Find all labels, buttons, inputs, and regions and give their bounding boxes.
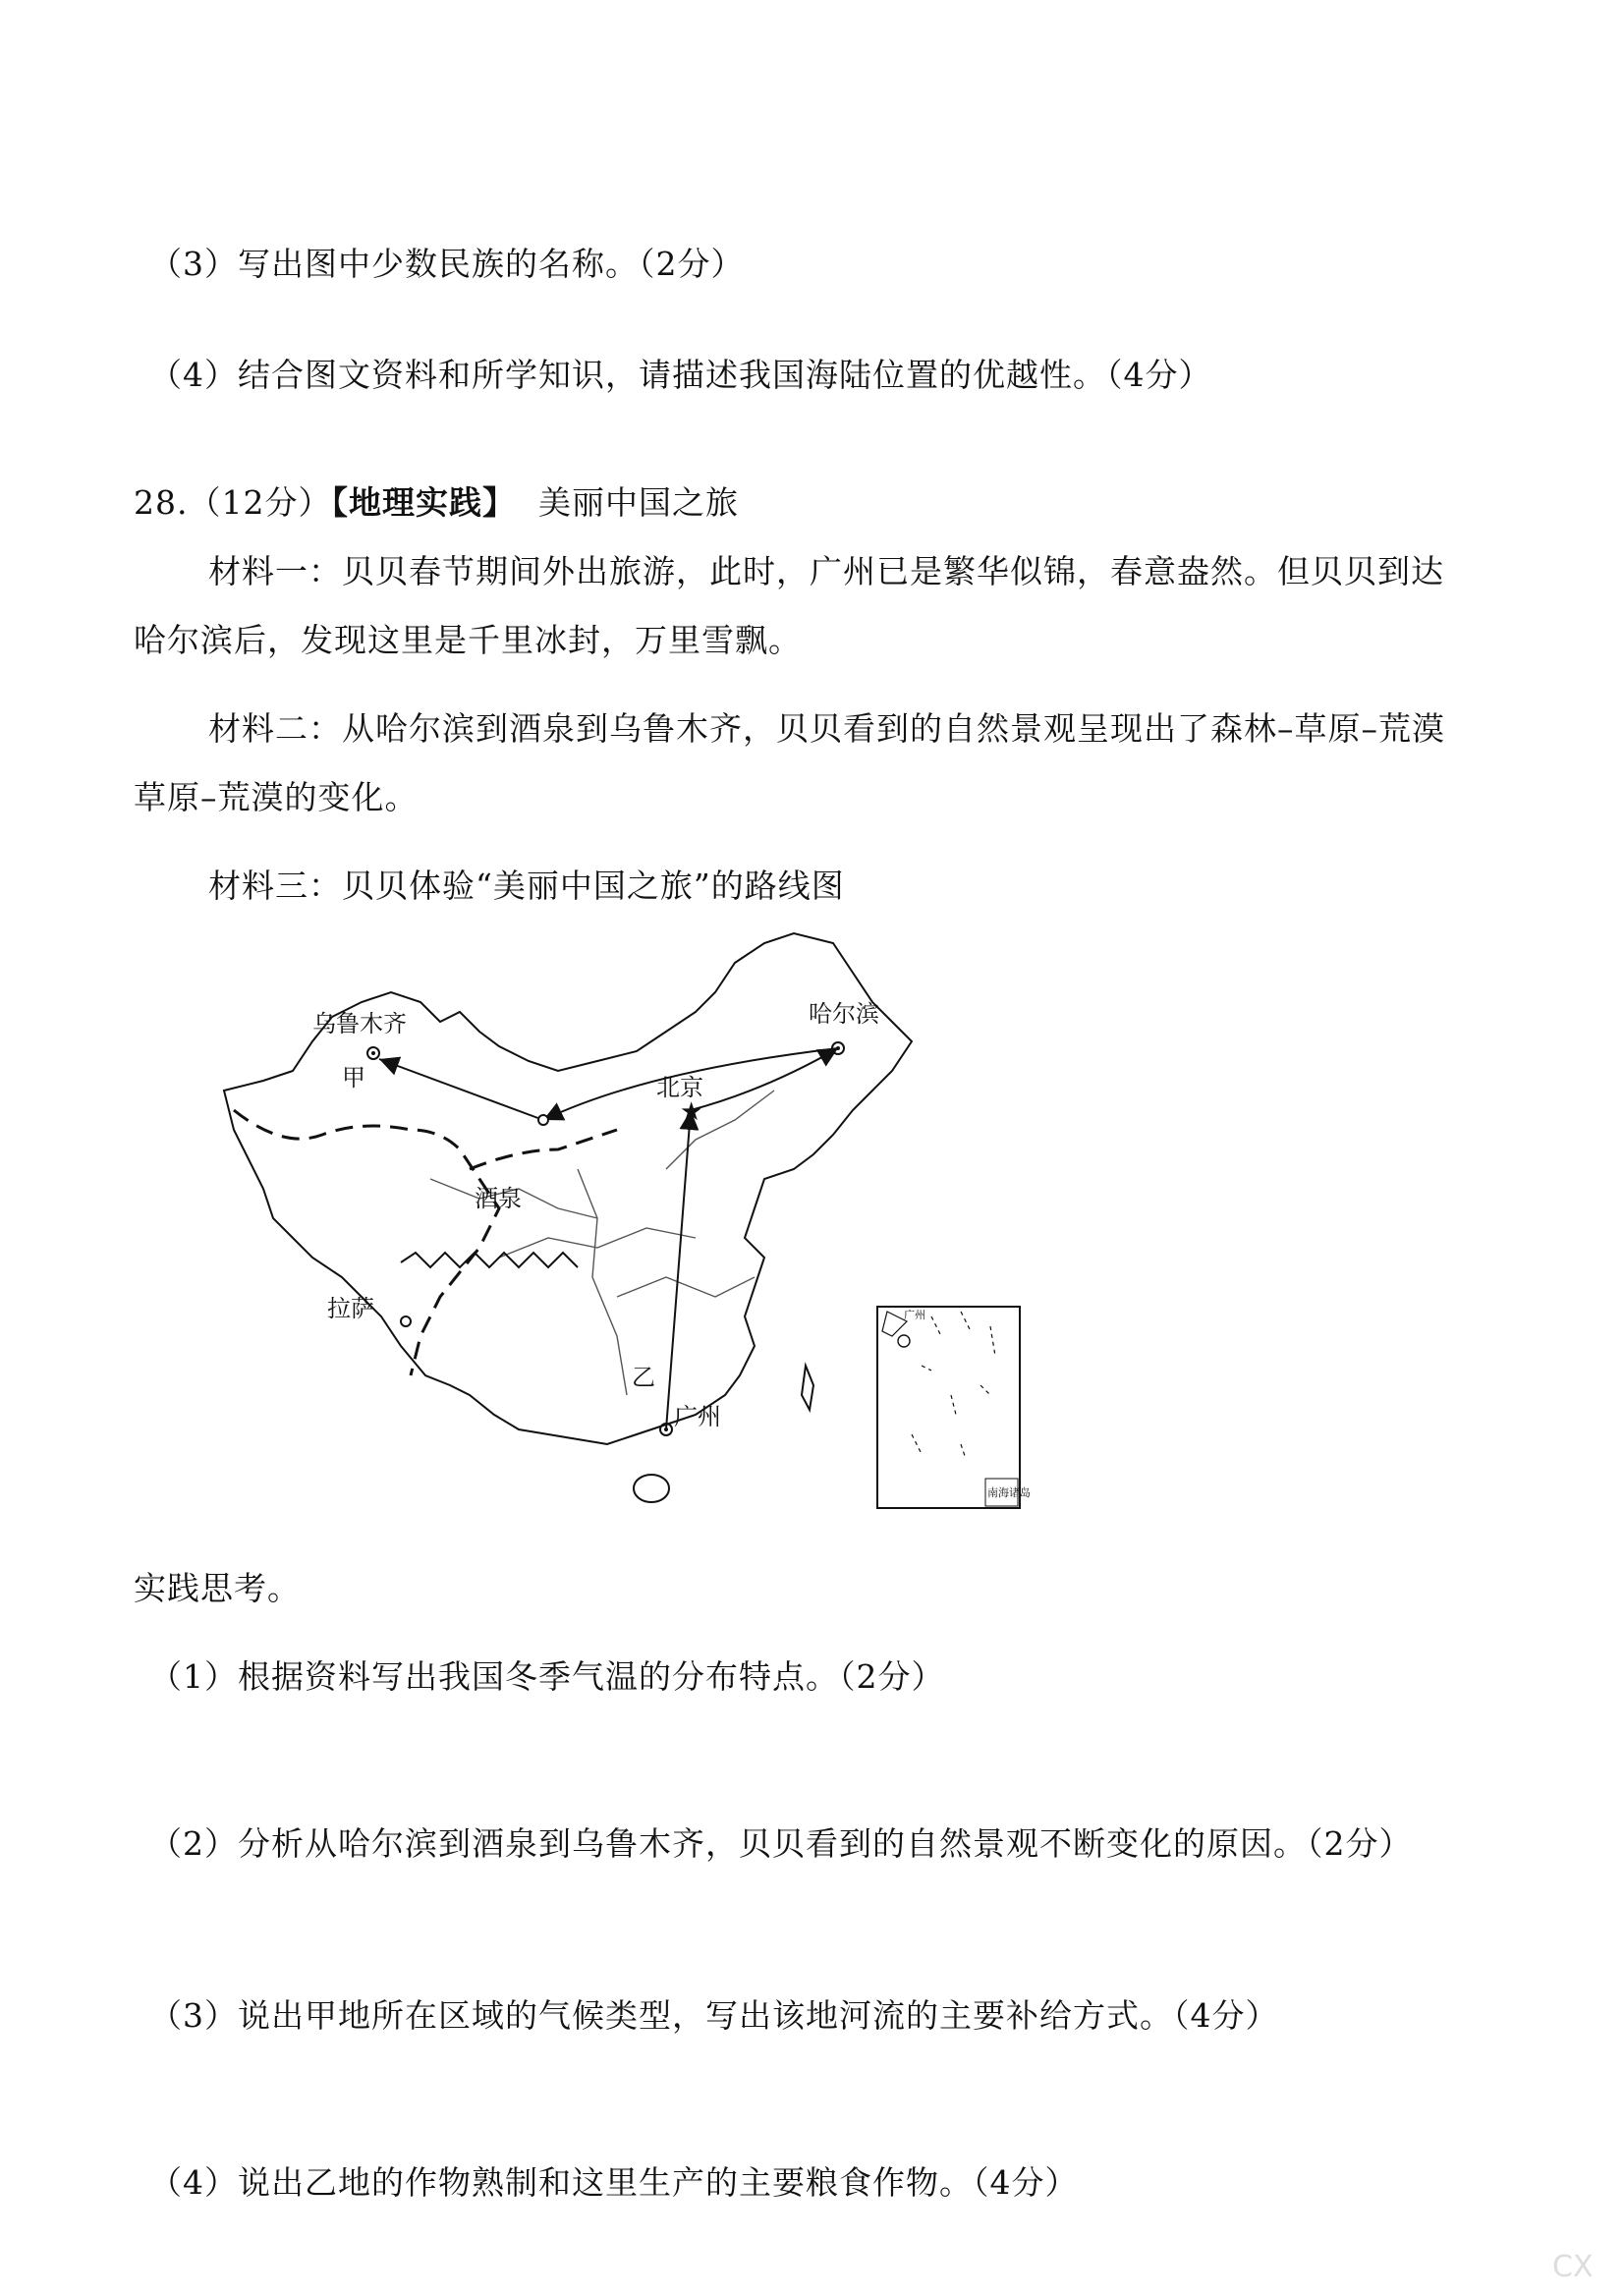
- question-text: 说出乙地的作物熟制和这里生产的主要粮食作物。（4分）: [238, 2163, 1079, 2202]
- watermark: CX: [1552, 2250, 1594, 2284]
- dashed-boundary: [234, 1110, 499, 1375]
- hainan-island: [634, 1475, 669, 1502]
- question-label: （4）: [149, 2163, 238, 2202]
- label-jia: 甲: [342, 1064, 365, 1092]
- label-urumqi: 乌鲁木齐: [312, 1010, 407, 1037]
- question-label: （1）: [149, 1657, 238, 1696]
- question-label: （4）: [149, 356, 238, 394]
- label-jiuquan: 酒泉: [475, 1185, 522, 1212]
- label-beijing: 北京: [656, 1074, 703, 1101]
- section-tag: 【地理实践】: [331, 483, 516, 522]
- qinling-line: [401, 1253, 578, 1267]
- inset-label-guangzhou: 广州: [904, 1309, 925, 1321]
- china-route-map: [204, 924, 1039, 1513]
- taiwan-island: [802, 1366, 813, 1410]
- map-svg: [204, 924, 1039, 1513]
- label-lhasa: 拉萨: [327, 1295, 374, 1322]
- practice-question-4: [149, 2161, 1079, 2205]
- question-4-prev: [149, 354, 1212, 397]
- inset-label-islands: 南海诸岛: [987, 1486, 1031, 1499]
- material-3: 材料三：贝贝体验“美丽中国之旅”的路线图: [208, 867, 845, 905]
- route-guangzhou-beijing: [666, 1110, 691, 1429]
- route-jiuquan-urumqi: [379, 1059, 543, 1120]
- question-text: 根据资料写出我国冬季气温的分布特点。（2分）: [238, 1657, 945, 1696]
- practice-question-3: [149, 1994, 1279, 2038]
- question-label: （3）: [149, 1996, 238, 2035]
- question-label: （3）: [149, 245, 238, 283]
- section-title: 美丽中国之旅: [537, 483, 739, 522]
- question-label: （2）: [149, 1824, 238, 1863]
- practice-question-1: [149, 1655, 945, 1699]
- section-number: 28.: [134, 483, 189, 522]
- material-2-line-2: 草原–荒漠的变化。: [134, 778, 419, 816]
- question-text: 说出甲地所在区域的气候类型，写出该地河流的主要补给方式。（4分）: [238, 1996, 1279, 2035]
- material-1-line-2: 哈尔滨后，发现这里是千里冰封，万里雪飘。: [134, 621, 802, 659]
- practice-question-2: [149, 1822, 1413, 1866]
- label-yi: 乙: [632, 1364, 655, 1391]
- label-harbin: 哈尔滨: [809, 1000, 879, 1028]
- dashed-boundary-east: [470, 1130, 617, 1169]
- section-score: （12分）: [188, 483, 332, 522]
- question-text: 分析从哈尔滨到酒泉到乌鲁木齐，贝贝看到的自然景观不断变化的原因。（2分）: [238, 1824, 1413, 1863]
- label-guangzhou: 广州: [674, 1403, 721, 1430]
- material-2-line-1: 材料二：从哈尔滨到酒泉到乌鲁木齐，贝贝看到的自然景观呈现出了森林–草原–荒漠: [208, 709, 1445, 748]
- question-text: 写出图中少数民族的名称。（2分）: [238, 245, 745, 283]
- inset-box: [877, 1307, 1020, 1508]
- section-heading: [134, 481, 739, 525]
- question-text: 结合图文资料和所学知识，请描述我国海陆位置的优越性。（4分）: [238, 356, 1212, 394]
- lhasa-marker: [401, 1316, 411, 1326]
- beijing-star: ★: [680, 1097, 703, 1127]
- jiuquan-marker: [538, 1115, 548, 1125]
- question-3-prev: [149, 243, 745, 286]
- practice-heading: 实践思考。: [134, 1569, 301, 1607]
- material-1-line-1: 材料一：贝贝春节期间外出旅游，此时，广州已是繁华似锦，春意盎然。但贝贝到达: [208, 552, 1444, 590]
